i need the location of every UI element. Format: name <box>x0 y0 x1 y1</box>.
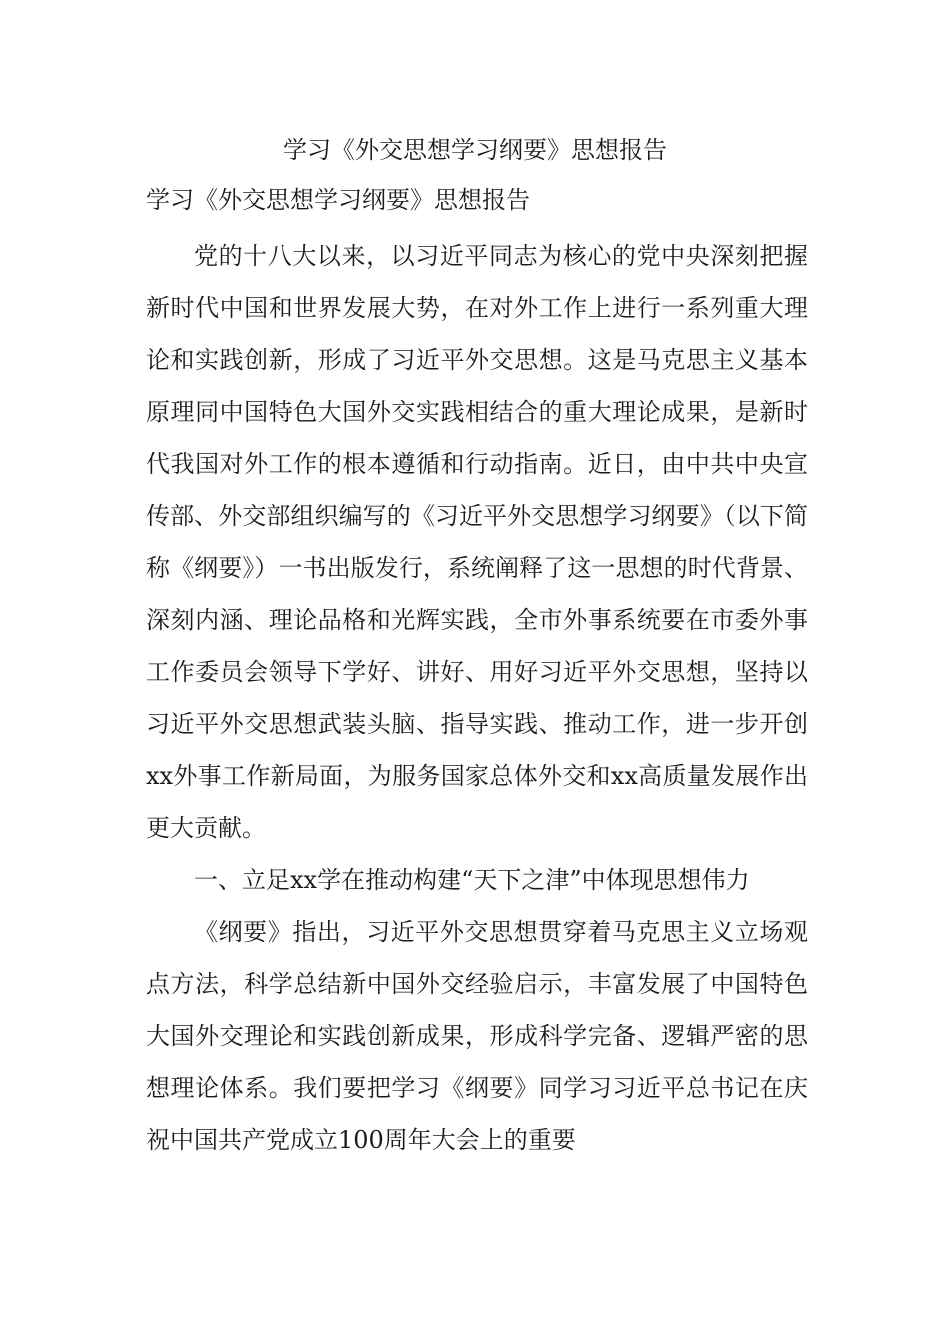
document-title: 学习《外交思想学习纲要》思想报告 <box>283 136 667 164</box>
paragraph-section-1: 《纲要》指出，习近平外交思想贯穿着马克思主义立场观点方法，科学总结新中国外交经验启示，丰富发展了中国特色大国外交理论和实践创新成果，形成科学完备、逻辑严密的思想理论体系。我们要把学习《纲要》同学习习近平总书记在庆祝中国共产党成立100周年大会上的重要 <box>146 918 808 1154</box>
section-heading-1: 一、立足xx学在推动构建“天下之津”中体现思想伟力 <box>194 866 750 894</box>
document-body <box>146 230 808 1166</box>
paragraph-intro: 党的十八大以来，以习近平同志为核心的党中央深刻把握新时代中国和世界发展大势，在对外工作上进行一系列重大理论和实践创新，形成了习近平外交思想。这是马克思主义基本原理同中国特色大国外交实践相结合的重大理论成果，是新时代我国对外工作的根本遵循和行动指南。近日，由中共中央宣传部、外交部组织编写的《习近平外交思想学习纲要》（以下简称《纲要》）一书出版发行，系统阐释了这一思想的时代背景、深刻内涵、理论品格和光辉实践，全市外事系统要在市委外事工作委员会领导下学好、讲好、用好习近平外交思想，坚持以习近平外交思想武装头脑、指导实践、推动工作，进一步开创xx外事工作新局面，为服务国家总体外交和xx高质量发展作出更大贡献。 <box>146 242 808 842</box>
document-subtitle: 学习《外交思想学习纲要》思想报告 <box>146 186 530 214</box>
